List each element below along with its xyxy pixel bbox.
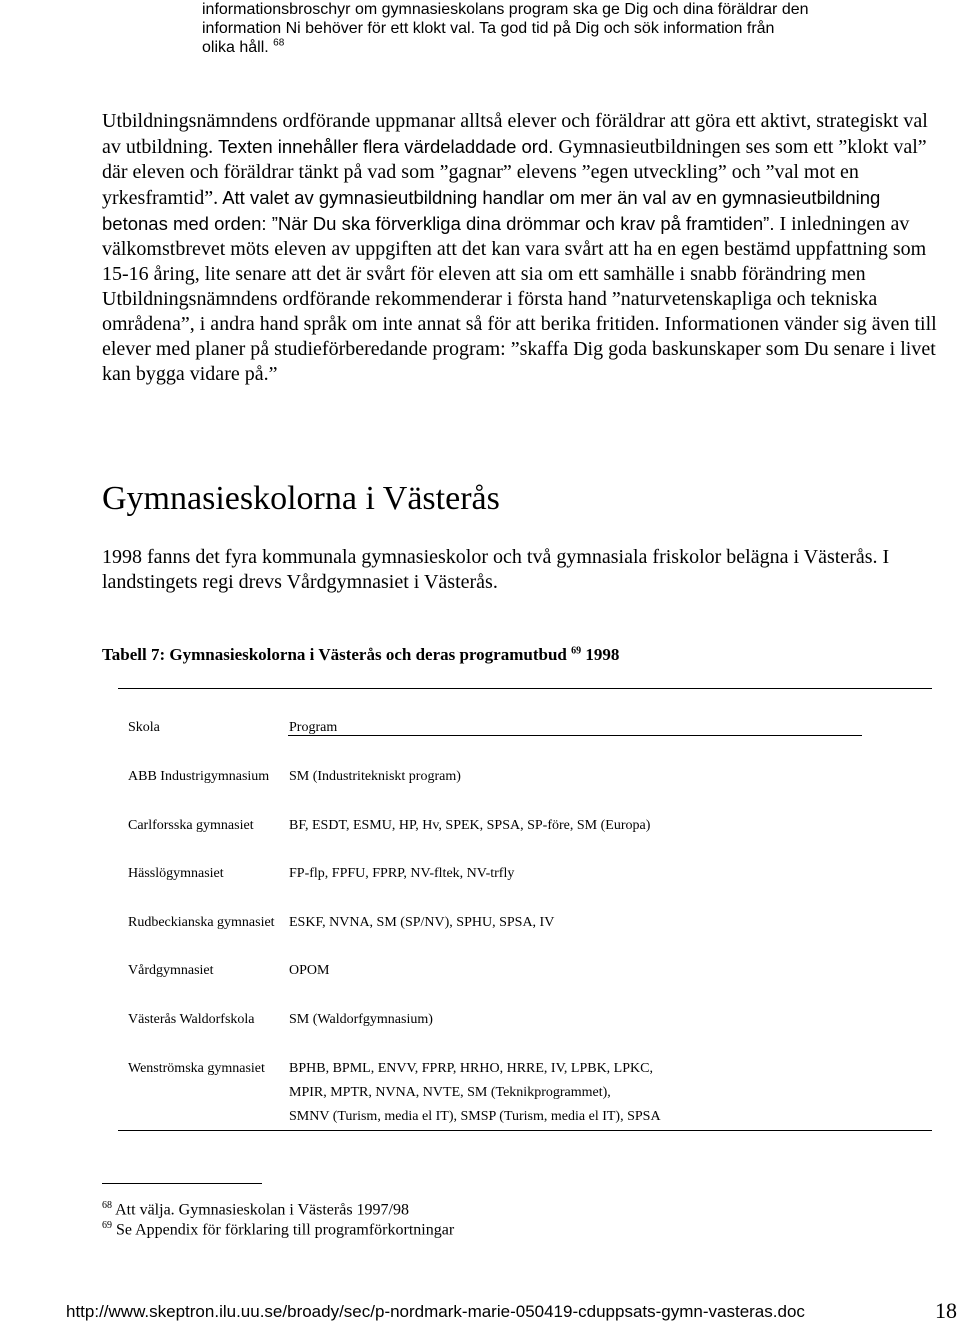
body-text: Gymnasieutbildningen ses som ett ”klokt val” där eleven och föräldrar tänkt på vad som ”gagnar” elevens ”egen utveckling” och ”val mot en yrkesframtid”.: [102, 136, 927, 209]
table-cell-school: Carlforsska gymnasiet: [128, 818, 254, 833]
page-number: 18: [935, 1298, 957, 1323]
body-text: Utbildningsnämndens ordförande uppmanar alltså elever och föräldrar att göra ett aktivt, strategiskt val av utbildning.: [102, 110, 928, 158]
table-cell-programs: BPHB, BPML, ENVV, FPRP, HRHO, HRRE, IV, LPBK, LPKC,: [289, 1061, 653, 1076]
table-top-rule: [118, 688, 932, 689]
quote-line: informationsbroschyr om gymnasieskolans program ska ge Dig och dina föräldrar den: [202, 1, 809, 18]
footnote-text: Att välja. Gymnasieskolan i Västerås 1997/98: [115, 1201, 409, 1219]
quote-line: [202, 38, 842, 57]
table-cell-school: ABB Industrigymnasium: [128, 769, 270, 784]
body-text: I inledningen av välkomstbrevet möts eleven av uppgiften att det kan vara svårt att ha en egen bestämd uppfattning som 15-16 åring, lite senare att det är svårt för eleven att sia om ett samhälle i snabb förändring men Utbildningsnämndens ordförande rekommenderar i första hand ”naturvetenskapliga och tekniska områdena”, i andra hand språk om inte annat så för att berika fritiden. Informationen vänder sig även till elever med planer på studieförberedande program: ”skaffa Dig goda baskunskaper som Du senare i livet kan bygga vidare på.”: [102, 213, 937, 385]
body-text-sans: Att valet av gymnasieutbildning handlar om mer än val av en gymnasieutbildning betonas med orden: ”När Du ska förverkliga dina drömmar och krav på framtiden”.: [102, 187, 881, 234]
table-cell-programs: BF, ESDT, ESMU, HP, Hv, SPEK, SPSA, SP-före, SM (Europa): [289, 818, 651, 833]
table-cell-programs: FP-flp, FPFU, FPRP, NV-fltek, NV-trfly: [289, 866, 515, 881]
table-cell-programs: SM (Industritekniskt program): [289, 769, 461, 784]
table-cell-school: Hässlögymnasiet: [128, 866, 224, 881]
table-title-year: 1998: [585, 645, 620, 664]
table-header-school: Skola: [128, 720, 160, 735]
table-cell-school: Västerås Waldorfskola: [128, 1012, 255, 1027]
section-heading: Gymnasieskolorna i Västerås: [102, 480, 500, 517]
footnote-reference: 68: [273, 37, 285, 49]
body-paragraph: [102, 109, 950, 387]
section-paragraph: 1998 fanns det fyra kommunala gymnasieskolor och två gymnasiala friskolor belägna i Västerås. I landstingets regi drevs Vårdgymnasiet i Västerås.: [102, 546, 890, 593]
footer-url: http://www.skeptron.ilu.uu.se/broady/sec/p-nordmark-marie-050419-cduppsats-gymn-vasteras.doc: [66, 1302, 805, 1321]
table-cell-programs: SMNV (Turism, media el IT), SMSP (Turism, media el IT), SPSA: [289, 1109, 661, 1124]
table-bottom-rule: [118, 1130, 932, 1131]
footnote: [102, 1216, 454, 1240]
table-cell-school: Wenströmska gymnasiet: [128, 1061, 265, 1076]
footnote-separator: [102, 1183, 262, 1184]
table-cell-programs: ESKF, NVNA, SM (SP/NV), SPHU, SPSA, IV: [289, 915, 555, 930]
table-header-rule: [288, 735, 862, 736]
table-header-program: Program: [289, 720, 338, 735]
footnote-number: 69: [102, 1220, 112, 1231]
table-cell-programs: MPIR, MPTR, NVNA, NVTE, SM (Teknikprogrammet),: [289, 1085, 611, 1100]
table-cell-programs: OPOM: [289, 963, 330, 978]
body-text-sans: Texten innehåller flera värdeladdade ord.: [218, 136, 554, 157]
quote-line: information Ni behöver för ett klokt val. Ta god tid på Dig och sök information från: [202, 20, 775, 37]
table-title: [102, 645, 619, 665]
table-cell-school: Rudbeckianska gymnasiet: [128, 915, 275, 930]
footnote-reference: 69: [571, 645, 582, 657]
block-quote: [202, 0, 842, 57]
quote-line-text: olika håll.: [202, 39, 269, 56]
table-title-text: Tabell 7: Gymnasieskolorna i Västerås och deras programutbud: [102, 645, 567, 664]
footnote-text: Se Appendix för förklaring till programförkortningar: [116, 1221, 455, 1239]
footnote-number: 68: [102, 1200, 112, 1211]
table-cell-school: Vårdgymnasiet: [128, 963, 214, 978]
table-cell-programs: SM (Waldorfgymnasium): [289, 1012, 433, 1027]
